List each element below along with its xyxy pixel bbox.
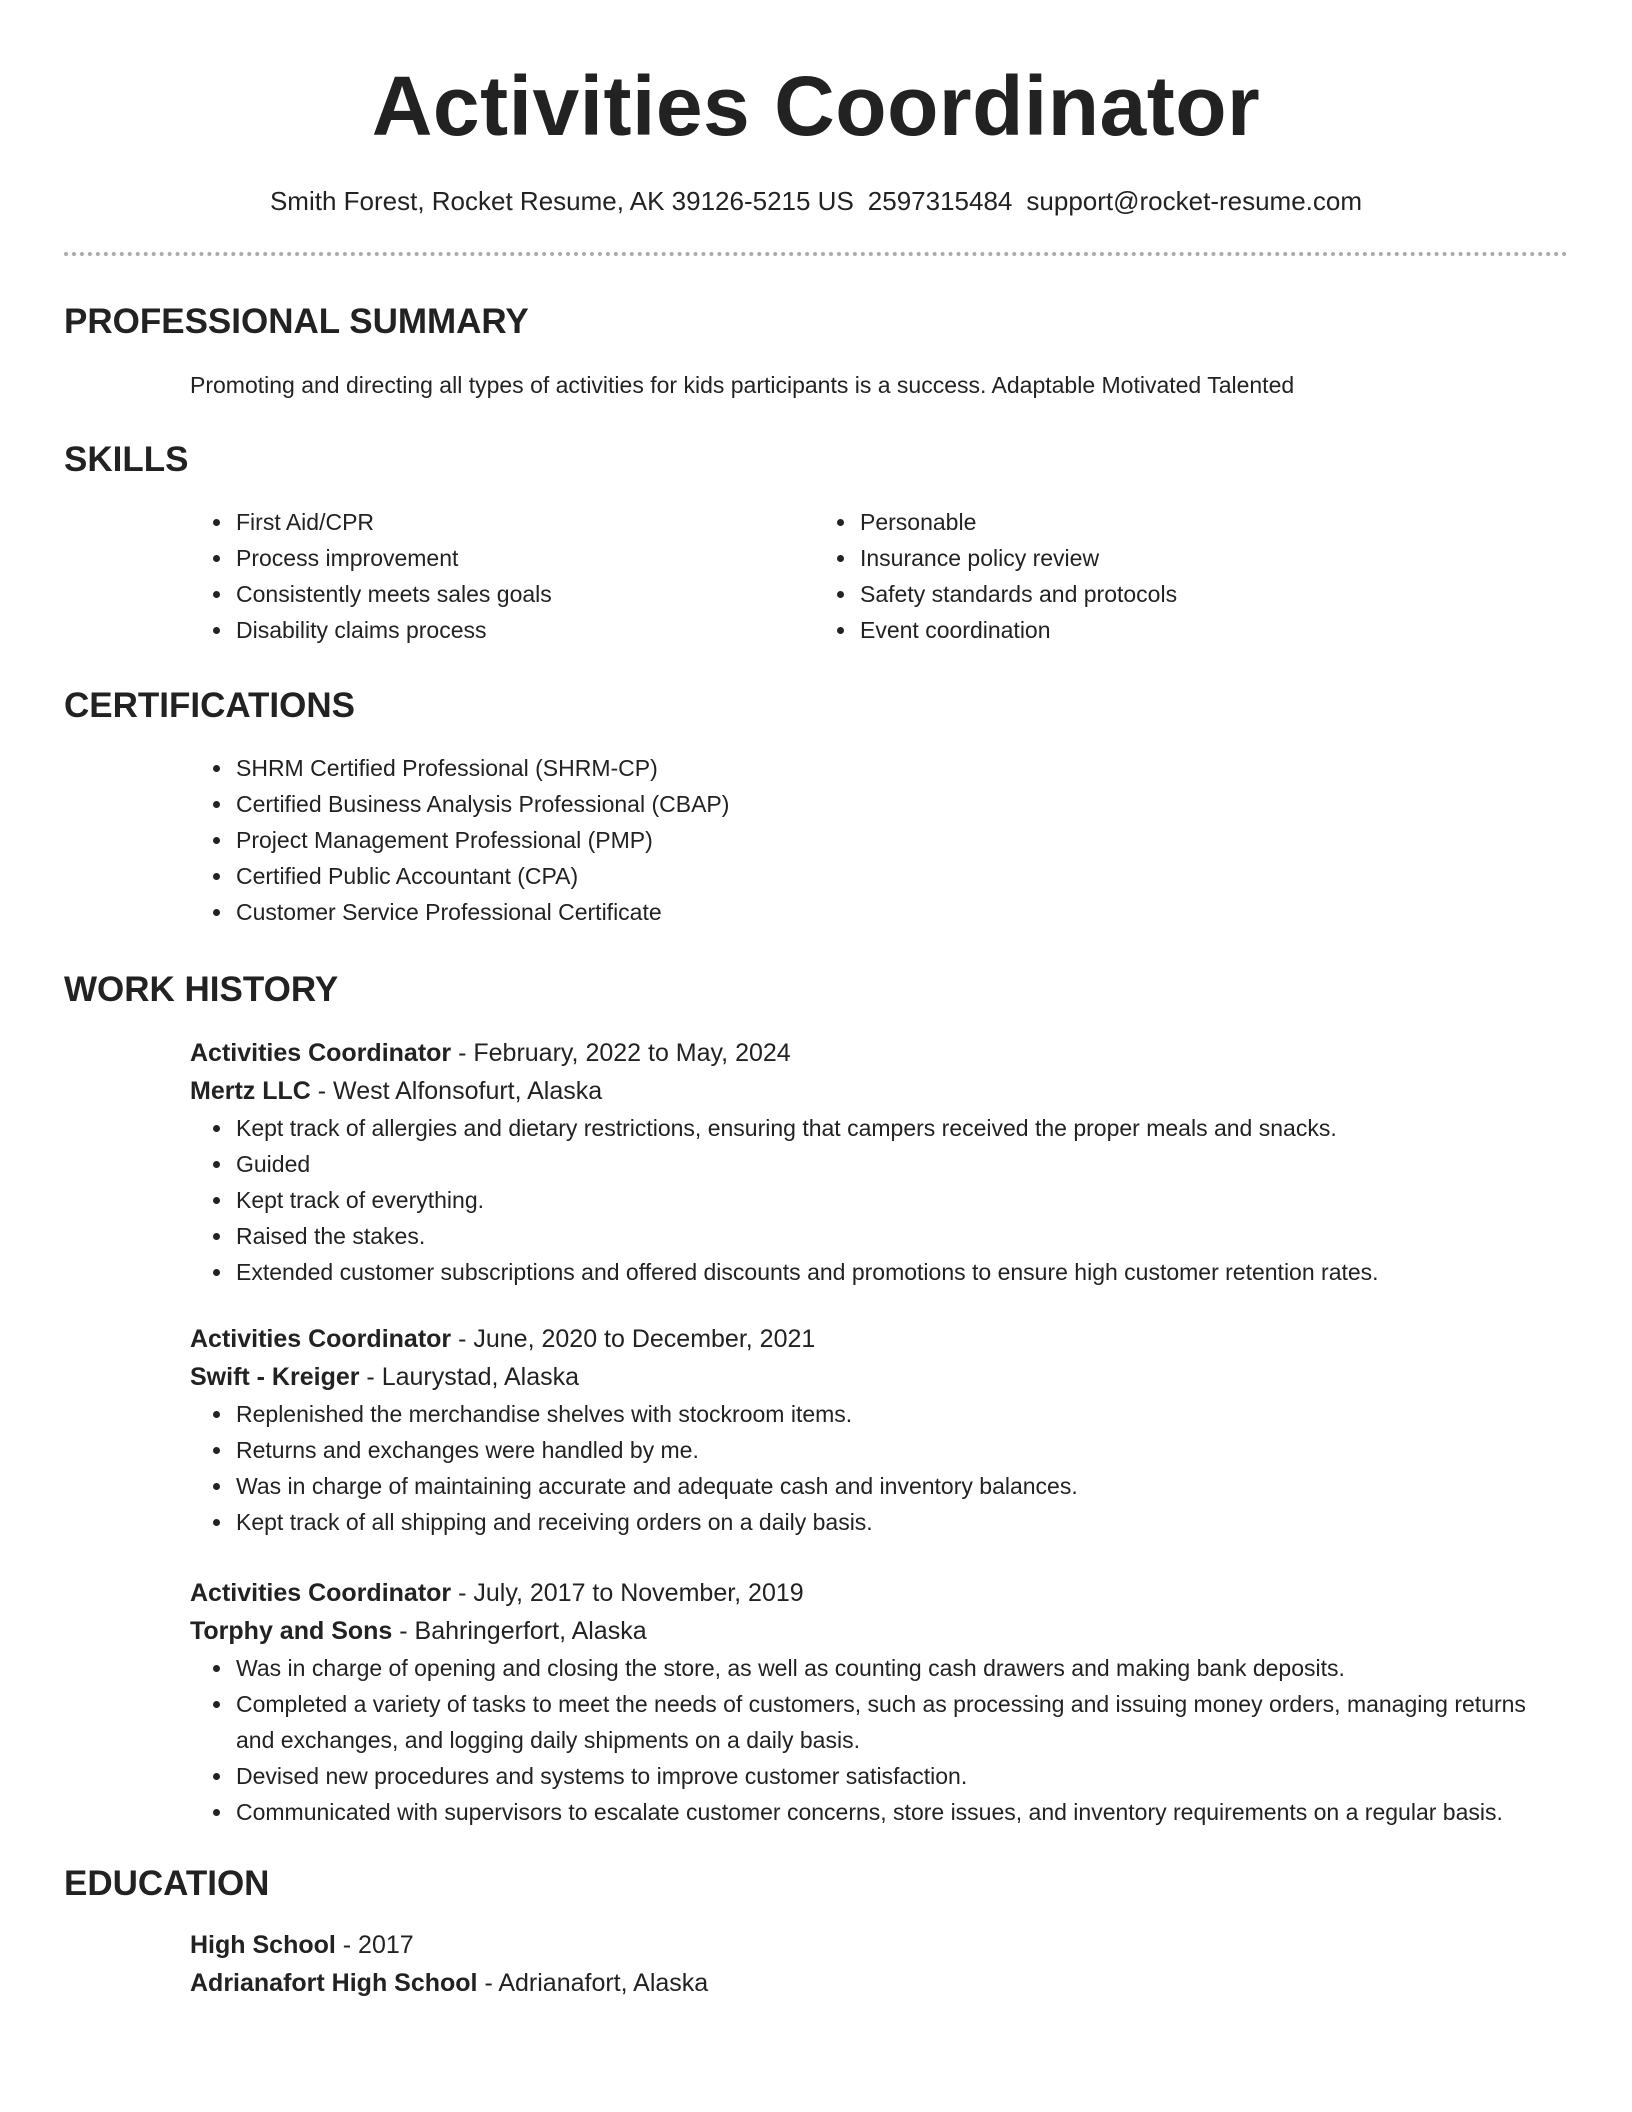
- job-bullet: • Was in charge of maintaining accurate and adequate cash and inventory balances.: [234, 1468, 1568, 1504]
- job-dates: - February, 2022 to May, 2024: [451, 1039, 791, 1067]
- education-school: Adrianafort High School: [190, 1969, 478, 1997]
- job-company: Swift - Kreiger: [190, 1363, 360, 1391]
- education-school-line: [64, 1964, 1568, 2002]
- job-bullet: • Kept track of all shipping and receiving orders on a daily basis.: [234, 1504, 1568, 1540]
- job-title-line: [64, 1034, 1568, 1072]
- skill-item: • Consistently meets sales goals: [234, 576, 816, 612]
- job-bullet: • Returns and exchanges were handled by me.: [234, 1432, 1568, 1468]
- education-degree-line: [64, 1926, 1568, 1964]
- education-degree: High School: [190, 1931, 336, 1959]
- job-location: - West Alfonsofurt, Alaska: [310, 1077, 603, 1105]
- education-entry: [64, 1926, 1568, 2002]
- work-history-heading: WORK HISTORY: [64, 970, 339, 1009]
- job-company-line: [64, 1072, 1568, 1110]
- certification-item: • Customer Service Professional Certificate: [234, 894, 1568, 930]
- certification-item: • Certified Business Analysis Professional (CBAP): [234, 786, 1568, 822]
- contact-email: support@rocket-resume.com: [1026, 186, 1363, 216]
- skill-item: • Disability claims process: [234, 612, 816, 648]
- job-bullet: • Kept track of everything.: [234, 1182, 1568, 1218]
- job-location: - Bahringerfort, Alaska: [392, 1617, 647, 1645]
- job-bullet: • Raised the stakes.: [234, 1218, 1568, 1254]
- skill-item: • Process improvement: [234, 540, 816, 576]
- job-bullet: • Was in charge of opening and closing the store, as well as counting cash drawers and making bank deposits.: [234, 1650, 1568, 1686]
- job-role: Activities Coordinator: [190, 1039, 452, 1067]
- summary-text: Promoting and directing all types of activities for kids participants is a success. Adaptable Motivated Talented: [190, 372, 1295, 398]
- contact-line: [64, 184, 1568, 218]
- certifications-list: [64, 750, 1568, 930]
- job-bullet: • Extended customer subscriptions and offered discounts and promotions to ensure high customer retention rates.: [234, 1254, 1568, 1290]
- skill-item: • Safety standards and protocols: [858, 576, 1568, 612]
- certification-item: • SHRM Certified Professional (SHRM-CP): [234, 750, 1568, 786]
- contact-phone: 2597315484: [867, 186, 1013, 216]
- job-entry: [64, 1574, 1568, 1830]
- job-bullet: • Kept track of allergies and dietary restrictions, ensuring that campers received the proper meals and snacks.: [234, 1110, 1568, 1146]
- certification-item: • Project Management Professional (PMP): [234, 822, 1568, 858]
- job-entry: [64, 1320, 1568, 1540]
- job-location: - Laurystad, Alaska: [359, 1363, 580, 1391]
- job-dates: - July, 2017 to November, 2019: [451, 1579, 804, 1607]
- header-divider: [64, 252, 1568, 256]
- education-heading: EDUCATION: [64, 1864, 270, 1903]
- resume-name: Activities Coordinator: [371, 59, 1261, 153]
- job-bullet: • Communicated with supervisors to escalate customer concerns, store issues, and inventory requirements on a regular basis.: [234, 1794, 1568, 1830]
- skill-item: • Event coordination: [858, 612, 1568, 648]
- skills-column-2: [816, 504, 1568, 648]
- certifications-heading: CERTIFICATIONS: [64, 686, 356, 725]
- skills-heading: SKILLS: [64, 440, 189, 479]
- skill-item: • First Aid/CPR: [234, 504, 816, 540]
- job-company-line: [64, 1358, 1568, 1396]
- job-company: Torphy and Sons: [190, 1617, 393, 1645]
- skill-item: • Insurance policy review: [858, 540, 1568, 576]
- education-year: - 2017: [335, 1931, 414, 1959]
- skills-column-1: [64, 504, 816, 648]
- job-company-line: [64, 1612, 1568, 1650]
- job-bullet: • Guided: [234, 1146, 1568, 1182]
- job-bullets: [64, 1110, 1568, 1290]
- contact-address: Smith Forest, Rocket Resume, AK 39126-5215 US: [269, 186, 854, 216]
- job-bullet: • Replenished the merchandise shelves with stockroom items.: [234, 1396, 1568, 1432]
- skills-list: [64, 504, 1568, 648]
- certification-item: • Certified Public Accountant (CPA): [234, 858, 1568, 894]
- job-bullet: • Completed a variety of tasks to meet the needs of customers, such as processing and issuing money orders, managing returns and exchanges, and logging daily shipments on a daily basis.: [234, 1686, 1568, 1758]
- job-bullets: [64, 1396, 1568, 1540]
- education-location: - Adrianafort, Alaska: [477, 1969, 709, 1997]
- job-role: Activities Coordinator: [190, 1579, 452, 1607]
- job-company: Mertz LLC: [190, 1077, 311, 1105]
- job-role: Activities Coordinator: [190, 1325, 452, 1353]
- summary-heading: PROFESSIONAL SUMMARY: [64, 302, 529, 341]
- skill-item: • Personable: [858, 504, 1568, 540]
- job-bullets: [64, 1650, 1568, 1830]
- job-title-line: [64, 1320, 1568, 1358]
- job-dates: - June, 2020 to December, 2021: [451, 1325, 816, 1353]
- job-title-line: [64, 1574, 1568, 1612]
- job-bullet: • Devised new procedures and systems to improve customer satisfaction.: [234, 1758, 1568, 1794]
- job-entry: [64, 1034, 1568, 1290]
